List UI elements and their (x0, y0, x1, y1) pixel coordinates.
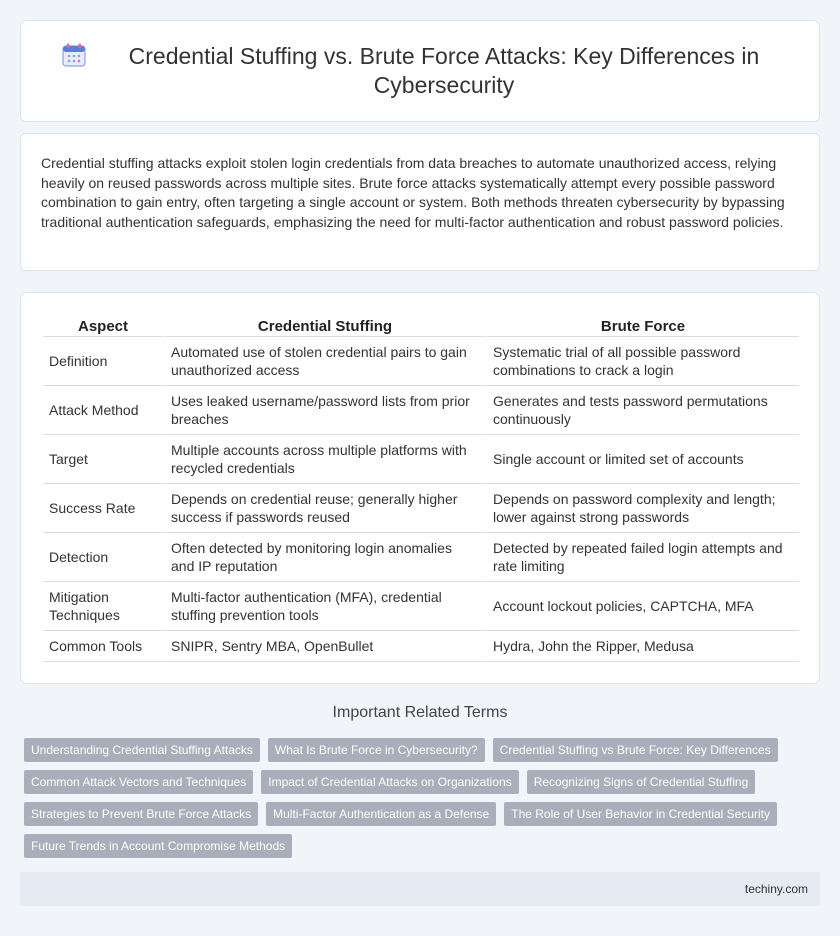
table-row (43, 484, 799, 533)
credential-stuffing-cell: Multiple accounts across multiple platforms with recycled credentials (163, 435, 485, 484)
calendar-icon (61, 42, 87, 68)
brute-force-cell: Generates and tests password permutations continuously (485, 386, 799, 435)
related-term-link[interactable]: What Is Brute Force in Cybersecurity? (268, 738, 485, 762)
related-term-link[interactable]: Recognizing Signs of Credential Stuffing (527, 770, 756, 794)
intro-paragraph: Credential stuffing attacks exploit stolen login credentials from data breaches to automate unauthorized access, relying heavily on reused passwords across multiple sites. Brute force attacks systematically attempt every possible password combination to gain entry, often targeting a single account or system. Both methods threaten cybersecurity by bypassing traditional authentication safeguards, emphasizing the need for multi-factor authentication and robust password policies. (41, 155, 785, 230)
related-term-link[interactable]: The Role of User Behavior in Credential Security (504, 802, 777, 826)
table-row (43, 582, 799, 631)
related-term-link[interactable]: Future Trends in Account Compromise Methods (24, 834, 292, 858)
credential-stuffing-cell: Automated use of stolen credential pairs to gain unauthorized access (163, 337, 485, 386)
aspect-cell: Mitigation Techniques (43, 582, 163, 631)
aspect-cell: Target (43, 435, 163, 484)
table-row (43, 386, 799, 435)
table-row (43, 533, 799, 582)
brute-force-cell: Depends on password complexity and length; lower against strong passwords (485, 484, 799, 533)
header-card (20, 20, 820, 122)
brute-force-cell: Hydra, John the Ripper, Medusa (485, 631, 799, 662)
table-row (43, 337, 799, 386)
related-term-link[interactable]: Impact of Credential Attacks on Organizations (261, 770, 518, 794)
related-term-link[interactable]: Multi-Factor Authentication as a Defense (266, 802, 496, 826)
brute-force-cell: Detected by repeated failed login attempts and rate limiting (485, 533, 799, 582)
table-row (43, 631, 799, 662)
related-term-link[interactable]: Strategies to Prevent Brute Force Attacks (24, 802, 258, 826)
brute-force-cell: Account lockout policies, CAPTCHA, MFA (485, 582, 799, 631)
related-terms-list (24, 738, 820, 858)
aspect-cell: Detection (43, 533, 163, 582)
intro-card (20, 133, 820, 271)
page-title: Credential Stuffing vs. Brute Force Attacks: Key Differences in Cybersecurity (128, 43, 760, 98)
aspect-cell: Attack Method (43, 386, 163, 435)
comparison-card (20, 292, 820, 684)
credential-stuffing-cell: Often detected by monitoring login anomalies and IP reputation (163, 533, 485, 582)
footer-site-link[interactable]: techiny.com (744, 882, 808, 896)
comparison-table (43, 315, 799, 662)
footer (20, 872, 820, 906)
related-term-link[interactable]: Credential Stuffing vs Brute Force: Key Differences (493, 738, 778, 762)
credential-stuffing-cell: SNIPR, Sentry MBA, OpenBullet (163, 631, 485, 662)
table-header-row (43, 315, 799, 337)
credential-stuffing-cell: Multi-factor authentication (MFA), credential stuffing prevention tools (163, 582, 485, 631)
related-term-link[interactable]: Understanding Credential Stuffing Attacks (24, 738, 260, 762)
header-brute-force: Brute Force (485, 315, 799, 337)
table-row (43, 435, 799, 484)
credential-stuffing-cell: Uses leaked username/password lists from prior breaches (163, 386, 485, 435)
related-term-link[interactable]: Common Attack Vectors and Techniques (24, 770, 253, 794)
aspect-cell: Success Rate (43, 484, 163, 533)
header-credential-stuffing: Credential Stuffing (163, 315, 485, 337)
related-terms-title: Important Related Terms (332, 704, 508, 721)
aspect-cell: Common Tools (43, 631, 163, 662)
brute-force-cell: Systematic trial of all possible password combinations to crack a login (485, 337, 799, 386)
credential-stuffing-cell: Depends on credential reuse; generally higher success if passwords reused (163, 484, 485, 533)
header-aspect: Aspect (43, 315, 163, 337)
brute-force-cell: Single account or limited set of accounts (485, 435, 799, 484)
aspect-cell: Definition (43, 337, 163, 386)
